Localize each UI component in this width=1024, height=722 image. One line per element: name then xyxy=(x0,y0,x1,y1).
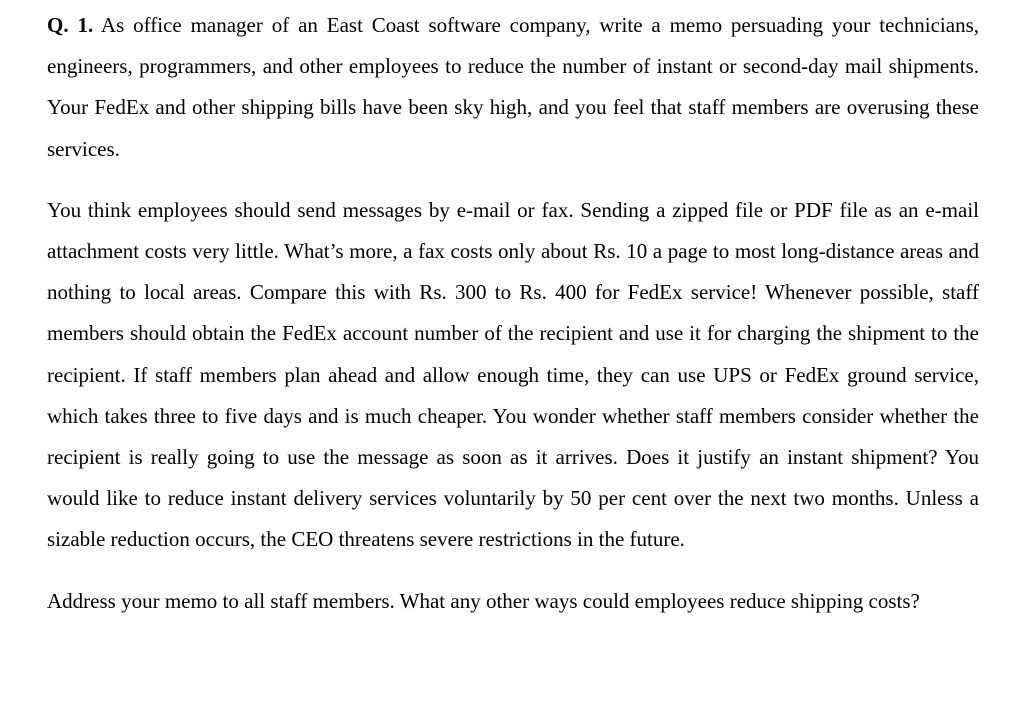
question-paragraph-1 xyxy=(47,5,979,170)
question-number: Q. 1. xyxy=(47,13,94,37)
question-details-text: You think employees should send messages by e-mail or fax. Sending a zipped file or PDF file as an e-mail attachment costs very little. What’s more, a fax costs only about Rs. 10 a page to most long-distance areas and nothing to local areas. Compare this with Rs. 300 to Rs. 400 for FedEx service! Whenever possible, staff members should obtain the FedEx account number of the recipient and use it for charging the shipment to the recipient. If staff members plan ahead and allow enough time, they can use UPS or FedEx ground service, which takes three to five days and is much cheaper. You wonder whether staff members consider whether the recipient is really going to use the message as soon as it arrives. Does it justify an instant shipment? You would like to reduce instant delivery services voluntarily by 50 per cent over the next two months. Unless a sizable reduction occurs, the CEO threatens severe restrictions in the future. xyxy=(47,197,979,552)
question-prompt-text: As office manager of an East Coast software company, write a memo persuading your technicians, engineers, programmers, and other employees to reduce the number of instant or second-day mail shipments. Your FedEx and other shipping bills have been sky high, and you feel that staff members are overusing these services. xyxy=(47,13,980,161)
question-paragraph-2 xyxy=(47,190,979,561)
question-paragraph-3 xyxy=(47,581,979,622)
question-document xyxy=(47,5,979,622)
question-instruction-text: Address your memo to all staff members. What any other ways could employees reduce shipping costs? xyxy=(47,588,920,613)
